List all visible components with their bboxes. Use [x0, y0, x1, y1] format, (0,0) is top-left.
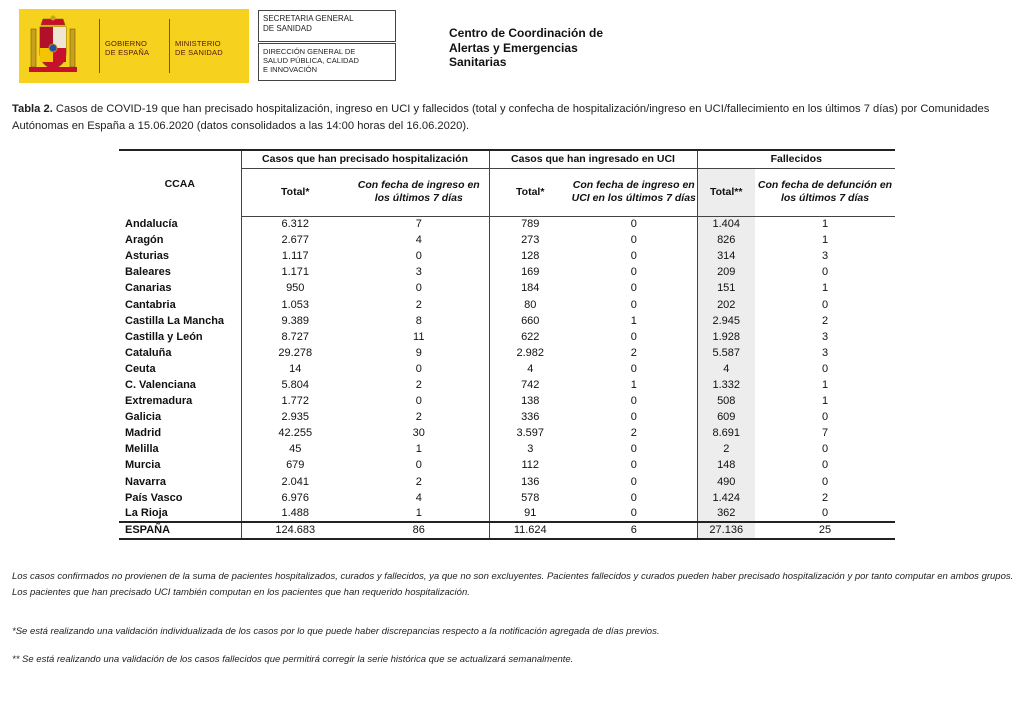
uci-recent-cell: 0 — [630, 475, 637, 488]
hosp-recent-cell: 0 — [415, 395, 422, 408]
uci-total-cell: 169 — [489, 264, 571, 280]
table-row — [119, 474, 895, 490]
fall-recent-cell: 1 — [821, 282, 829, 295]
uci-total-cell: 128 — [489, 248, 571, 264]
hosp-total-cell: 2.677 — [241, 232, 349, 248]
ccaa-name-cell: ESPAÑA — [119, 522, 241, 539]
fall-recent-cell: 1 — [821, 218, 829, 231]
table-row — [119, 425, 895, 441]
table-row — [119, 490, 895, 506]
uci-total-cell: 336 — [489, 409, 571, 425]
fall-total-cell: 826 — [697, 232, 755, 248]
hosp-total-cell: 14 — [241, 361, 349, 377]
centro-line-2: Alertas y Emergencias — [449, 40, 578, 55]
ccaa-name-cell: Asturias — [125, 250, 170, 263]
table-row — [119, 264, 895, 280]
uci-recent-cell: 0 — [630, 362, 637, 375]
hosp-recent-cell: 3 — [415, 266, 422, 279]
uci-recent-cell: 0 — [630, 282, 637, 295]
direccion-line-1: DIRECCIÓN GENERAL DE — [263, 47, 356, 56]
uci-recent-cell: 0 — [630, 218, 637, 231]
uci-recent-cell: 0 — [630, 443, 637, 456]
uci-total-cell: 660 — [489, 313, 571, 329]
ccaa-name-cell: Extremadura — [125, 395, 193, 408]
hosp-total-cell: 1.488 — [241, 506, 349, 522]
direccion-line-2: SALUD PÚBLICA, CALIDAD — [263, 56, 359, 65]
ccaa-header: CCAA — [119, 150, 241, 216]
uci-recent-cell: 2 — [630, 427, 637, 440]
ministry-line-2: DE SANIDAD — [175, 48, 223, 57]
fall-recent-cell: 1 — [821, 395, 829, 408]
ccaa-name-cell: Castilla y León — [125, 330, 203, 343]
uci-total-cell: 578 — [489, 490, 571, 506]
secretaria-line-2: DE SANIDAD — [263, 24, 312, 33]
ccaa-name-cell: Madrid — [125, 427, 162, 440]
fall-total-cell: 8.691 — [697, 425, 755, 441]
fall-recent-cell: 0 — [821, 459, 829, 472]
fall-total-header: Total** — [697, 168, 755, 216]
fall-total-cell: 1.404 — [697, 216, 755, 232]
fall-recent-cell: 0 — [821, 475, 829, 488]
hosp-recent-cell: 86 — [349, 522, 489, 539]
hosp-recent-cell: 4 — [415, 491, 422, 504]
table-row — [119, 345, 895, 361]
uci-recent-cell: 0 — [630, 507, 637, 520]
fall-total-cell: 314 — [697, 248, 755, 264]
caption-label: Tabla 2. — [12, 103, 53, 115]
hosp-total-cell: 1.171 — [241, 264, 349, 280]
fall-recent-cell: 3 — [821, 250, 829, 263]
table-row — [119, 280, 895, 296]
fall-total-cell: 209 — [697, 264, 755, 280]
gov-line-2: DE ESPAÑA — [105, 48, 150, 57]
hosp-recent-cell: 0 — [415, 362, 422, 375]
uci-total-cell: 184 — [489, 280, 571, 296]
secretaria-box — [258, 10, 396, 42]
hosp-total-cell: 1.772 — [241, 393, 349, 409]
ccaa-name-cell: Castilla La Mancha — [125, 314, 225, 327]
hosp-recent-cell: 9 — [415, 346, 422, 359]
ccaa-name-cell: C. Valenciana — [125, 378, 196, 391]
caption-text: Casos de COVID-19 que han precisado hospitalización, ingreso en UCI y fallecidos (total y confecha de hospitalización/ingreso en UCI/fallecimiento en los últimos 7 días) por Comunidades Autónomas en España a 15.06.2020 (datos consolidados a las 14:00 horas del 16.06.2020). — [12, 103, 990, 132]
table-row — [119, 232, 895, 248]
fall-total-cell: 148 — [697, 457, 755, 473]
hosp-recent-cell: 11 — [413, 330, 425, 343]
hosp-recent-cell: 7 — [415, 218, 422, 231]
table-row — [119, 216, 895, 232]
ccaa-name-cell: Canarias — [125, 282, 172, 295]
fall-total-cell: 2.945 — [697, 313, 755, 329]
hosp-total-cell: 42.255 — [241, 425, 349, 441]
fall-recent-cell: 0 — [821, 266, 829, 279]
ccaa-name-cell: Melilla — [125, 443, 159, 456]
fall-total-cell: 4 — [697, 361, 755, 377]
uci-total-cell: 622 — [489, 329, 571, 345]
hosp-total-cell: 2.041 — [241, 474, 349, 490]
data-table-wrapper — [119, 149, 895, 540]
hosp-total-cell: 8.727 — [241, 329, 349, 345]
uci-total-cell: 80 — [489, 296, 571, 312]
uci-total-cell: 742 — [489, 377, 571, 393]
uci-total-header: Total* — [489, 168, 571, 216]
centro-line-3: Sanitarias — [449, 55, 507, 69]
fall-recent-cell: 0 — [821, 507, 829, 520]
fall-total-cell: 609 — [697, 409, 755, 425]
fall-total-cell: 1.928 — [697, 329, 755, 345]
ccaa-name-cell: Galicia — [125, 411, 162, 424]
ccaa-name-cell: Cantabria — [125, 298, 176, 311]
hosp-recent-cell: 0 — [415, 282, 422, 295]
uci-total-cell: 789 — [489, 216, 571, 232]
uci-total-cell: 91 — [489, 506, 571, 522]
uci-total-cell: 3.597 — [489, 425, 571, 441]
fall-recent-cell: 2 — [821, 314, 829, 327]
hosp-recent-cell: 2 — [415, 475, 422, 488]
hosp-recent-cell: 4 — [415, 234, 422, 247]
logo-divider — [169, 19, 170, 73]
hosp-total-cell: 679 — [241, 457, 349, 473]
centro-line-1: Centro de Coordinación de — [449, 26, 604, 40]
hosp-total-cell: 1.117 — [241, 248, 349, 264]
ccaa-name-cell: Ceuta — [125, 362, 156, 375]
fall-total-cell: 1.424 — [697, 490, 755, 506]
fall-total-cell: 27.136 — [697, 522, 755, 539]
hosp-total-cell: 2.935 — [241, 409, 349, 425]
fall-total-cell: 1.332 — [697, 377, 755, 393]
fall-recent-cell: 1 — [821, 234, 829, 247]
hosp-total-cell: 29.278 — [241, 345, 349, 361]
fall-total-cell: 202 — [697, 296, 755, 312]
uci-recent-cell: 0 — [630, 411, 637, 424]
fall-recent-cell: 2 — [821, 491, 829, 504]
covid-table — [119, 149, 895, 540]
direccion-line-3: E INNOVACIÓN — [263, 65, 318, 74]
fall-recent-cell: 7 — [821, 427, 829, 440]
footnote-general: Los casos confirmados no provienen de la suma de pacientes hospitalizados, curados y fallecidos, ya que no son excluyentes. Pacientes fallecidos y curados pueden haber precisado hospitalización y por tanto computar en ambos grupos. Los pacientes que han precisado UCI también computan en los pacientes que han requerido hospitalización. — [12, 571, 1014, 598]
uci-recent-cell: 0 — [630, 266, 637, 279]
ccaa-name-cell: Murcia — [125, 459, 161, 472]
hosp-group-header: Casos que han precisado hospitalización — [241, 150, 489, 168]
ccaa-name-cell: País Vasco — [125, 491, 183, 504]
uci-total-cell: 3 — [489, 441, 571, 457]
direccion-box — [258, 43, 396, 81]
hosp-total-cell: 9.389 — [241, 313, 349, 329]
uci-recent-cell: 2 — [630, 346, 637, 359]
government-logo-block — [19, 9, 249, 83]
fall-total-cell: 2 — [697, 441, 755, 457]
table-row — [119, 361, 895, 377]
uci-recent-cell: 6 — [571, 522, 697, 539]
ccaa-name-cell: La Rioja — [125, 507, 168, 520]
gov-line-1: GOBIERNO — [105, 39, 148, 48]
hosp-recent-cell: 2 — [415, 411, 422, 424]
hosp-total-cell: 1.053 — [241, 296, 349, 312]
table-body — [119, 216, 895, 539]
uci-total-cell: 138 — [489, 393, 571, 409]
fall-recent-cell: 0 — [821, 443, 829, 456]
uci-recent-cell: 1 — [630, 314, 637, 327]
fall-recent-cell: 0 — [821, 362, 829, 375]
hosp-recent-cell: 8 — [415, 314, 422, 327]
fall-group-header: Fallecidos — [697, 150, 895, 168]
hosp-total-header: Total* — [241, 168, 349, 216]
hosp-total-cell: 124.683 — [241, 522, 349, 539]
uci-total-cell: 11.624 — [489, 522, 571, 539]
uci-recent-cell: 0 — [630, 459, 637, 472]
hosp-recent-cell: 0 — [415, 459, 422, 472]
table-row — [119, 248, 895, 264]
uci-recent-cell: 0 — [630, 298, 637, 311]
uci-total-cell: 2.982 — [489, 345, 571, 361]
table-row — [119, 409, 895, 425]
uci-total-cell: 4 — [489, 361, 571, 377]
government-name — [105, 39, 165, 57]
secretaria-line-1: SECRETARIA GENERAL — [263, 14, 354, 23]
ministry-line-1: MINISTERIO — [175, 39, 221, 48]
coat-of-arms-icon — [29, 15, 77, 77]
centro-title — [449, 26, 669, 70]
fall-recent-cell: 25 — [755, 522, 895, 539]
table-row — [119, 441, 895, 457]
fall-total-cell: 5.587 — [697, 345, 755, 361]
hosp-total-cell: 45 — [241, 441, 349, 457]
hosp-total-cell: 950 — [241, 280, 349, 296]
hosp-recent-cell: 1 — [415, 507, 422, 520]
ccaa-name-cell: Aragón — [125, 234, 164, 247]
uci-recent-header: Con fecha de ingreso en UCI en los últimos 7 días — [571, 168, 697, 216]
ccaa-name-cell: Andalucía — [125, 218, 178, 231]
logo-divider — [99, 19, 100, 73]
ccaa-name-cell: Baleares — [125, 266, 171, 279]
uci-recent-cell: 0 — [630, 250, 637, 263]
fall-recent-header: Con fecha de defunción en los últimos 7 días — [755, 168, 895, 216]
uci-recent-cell: 1 — [630, 378, 637, 391]
group-header-row — [119, 150, 895, 168]
total-row — [119, 522, 895, 539]
hosp-recent-cell: 0 — [415, 250, 422, 263]
fall-recent-cell: 0 — [821, 411, 829, 424]
uci-total-cell: 136 — [489, 474, 571, 490]
fall-total-cell: 151 — [697, 280, 755, 296]
ministry-name — [175, 39, 245, 57]
ccaa-name-cell: Navarra — [125, 475, 166, 488]
uci-total-cell: 273 — [489, 232, 571, 248]
uci-recent-cell: 0 — [630, 234, 637, 247]
hosp-total-cell: 5.804 — [241, 377, 349, 393]
fall-total-cell: 508 — [697, 393, 755, 409]
table-row — [119, 313, 895, 329]
uci-recent-cell: 0 — [630, 491, 637, 504]
hosp-recent-cell: 2 — [415, 298, 422, 311]
table-row — [119, 377, 895, 393]
hosp-total-cell: 6.312 — [241, 216, 349, 232]
fall-recent-cell: 3 — [821, 346, 829, 359]
ccaa-name-cell: Cataluña — [125, 346, 172, 359]
hosp-recent-cell: 30 — [412, 427, 425, 440]
fall-recent-cell: 3 — [821, 330, 829, 343]
uci-recent-cell: 0 — [630, 395, 637, 408]
fall-recent-cell: 0 — [821, 298, 829, 311]
table-row — [119, 296, 895, 312]
footnote-asterisk: *Se está realizando una validación individualizada de los casos por lo que puede haber discrepancias respecto a la notificación agregada de días previos. — [12, 626, 660, 637]
footnote-double-asterisk: ** Se está realizando una validación de los casos fallecidos que permitirá corregir la serie histórica que se actualizará semanalmente. — [12, 654, 574, 665]
fall-total-cell: 490 — [697, 474, 755, 490]
table-row — [119, 329, 895, 345]
table-row — [119, 506, 895, 522]
table-row — [119, 393, 895, 409]
fall-total-cell: 362 — [697, 506, 755, 522]
table-row — [119, 457, 895, 473]
hosp-recent-cell: 1 — [415, 443, 422, 456]
hosp-total-cell: 6.976 — [241, 490, 349, 506]
table-caption — [12, 101, 1012, 135]
uci-total-cell: 112 — [489, 457, 571, 473]
fall-recent-cell: 1 — [821, 378, 829, 391]
uci-recent-cell: 0 — [630, 330, 637, 343]
hosp-recent-header: Con fecha de ingreso en los últimos 7 días — [349, 168, 489, 216]
uci-group-header: Casos que han ingresado en UCI — [489, 150, 697, 168]
hosp-recent-cell: 2 — [415, 378, 422, 391]
